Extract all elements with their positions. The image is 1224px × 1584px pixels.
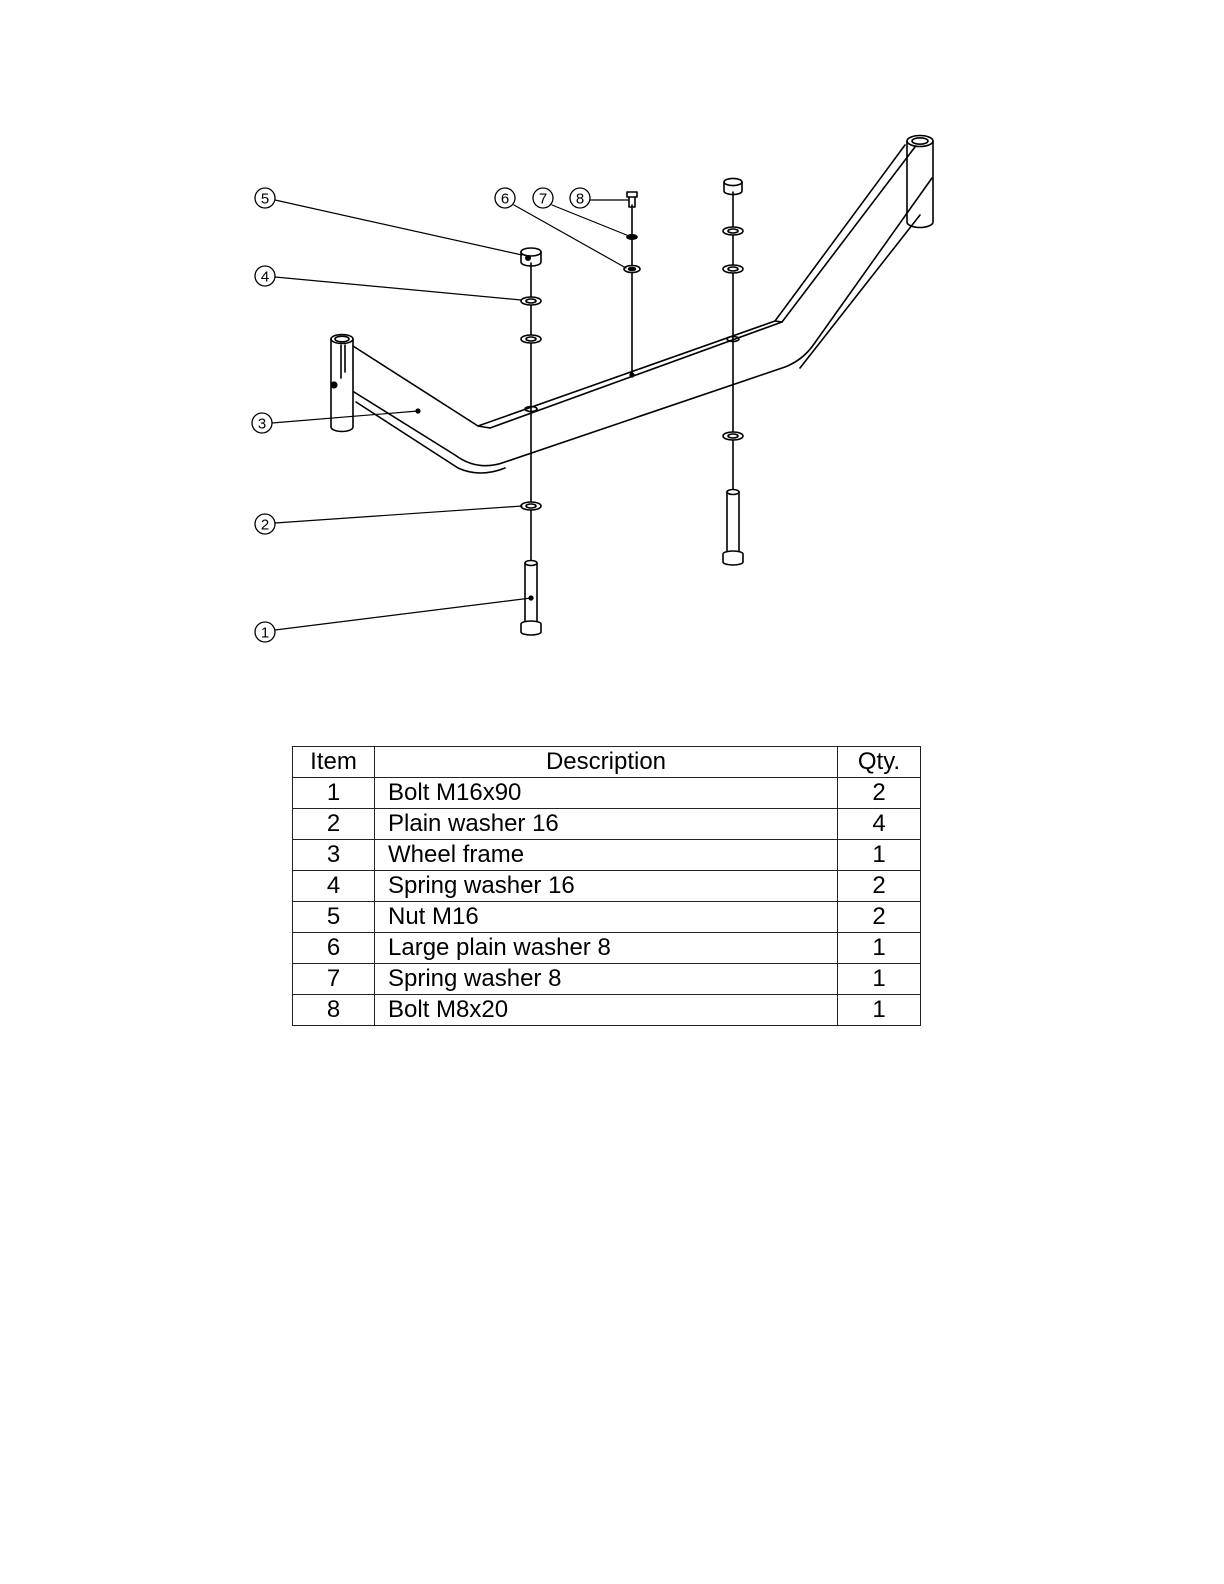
center-fastener-stack (624, 192, 640, 375)
callout-8: 8 (575, 190, 585, 208)
exploded-assembly-diagram (0, 0, 1224, 700)
callout-1: 1 (260, 624, 270, 642)
plain-washer-16-bottom (521, 502, 541, 510)
header-qty: Qty. (838, 747, 921, 778)
callout-2: 2 (260, 516, 270, 534)
table-row (293, 871, 921, 902)
callout-circles (252, 188, 590, 642)
cell-description: Nut M16 (375, 902, 838, 933)
left-fastener-stack (521, 248, 541, 635)
table-row (293, 995, 921, 1026)
cell-qty: 4 (838, 809, 921, 840)
callout-5: 5 (260, 190, 270, 208)
parts-list-table (292, 746, 921, 1026)
cell-qty: 1 (838, 933, 921, 964)
cell-description: Wheel frame (375, 840, 838, 871)
callout-7: 7 (538, 190, 548, 208)
frame-bottom-edge (354, 178, 932, 466)
spring-washer-16 (521, 297, 541, 305)
cell-qty: 2 (838, 778, 921, 809)
spring-washer-16-right (723, 227, 743, 235)
cell-qty: 1 (838, 964, 921, 995)
cell-description: Bolt M8x20 (375, 995, 838, 1026)
cell-qty: 2 (838, 902, 921, 933)
callout-3: 3 (257, 415, 267, 433)
table-row (293, 840, 921, 871)
table-row (293, 933, 921, 964)
cell-description: Plain washer 16 (375, 809, 838, 840)
cell-item: 6 (293, 933, 375, 964)
plain-washer-16-top (521, 335, 541, 343)
cell-item: 3 (293, 840, 375, 871)
cell-item: 2 (293, 809, 375, 840)
cell-item: 1 (293, 778, 375, 809)
cell-item: 5 (293, 902, 375, 933)
table-header-row (293, 747, 921, 778)
frame-side-edge-right (800, 215, 920, 368)
cell-qty: 1 (838, 840, 921, 871)
cell-item: 4 (293, 871, 375, 902)
cell-qty: 1 (838, 995, 921, 1026)
frame-top-edge (353, 145, 905, 426)
table-row (293, 902, 921, 933)
table-row (293, 964, 921, 995)
cell-description: Spring washer 16 (375, 871, 838, 902)
cell-description: Spring washer 8 (375, 964, 838, 995)
large-plain-washer-8 (624, 266, 640, 273)
bolt-m16x90-right (723, 490, 743, 566)
cell-item: 7 (293, 964, 375, 995)
cell-description: Bolt M16x90 (375, 778, 838, 809)
header-description: Description (375, 747, 838, 778)
plain-washer-16-right-top (723, 265, 743, 273)
table-row (293, 809, 921, 840)
cell-qty: 2 (838, 871, 921, 902)
callout-labels (258, 191, 584, 642)
table-row (293, 778, 921, 809)
callout-6: 6 (500, 190, 510, 208)
frame-side-edge (356, 402, 505, 473)
right-fastener-stack (723, 178, 743, 565)
frame-inner-edge (490, 143, 918, 428)
cell-item: 8 (293, 995, 375, 1026)
callout-4: 4 (260, 268, 270, 286)
header-item: Item (293, 747, 375, 778)
plain-washer-16-right-bottom (723, 432, 743, 440)
leader-lines (272, 200, 629, 630)
cell-description: Large plain washer 8 (375, 933, 838, 964)
